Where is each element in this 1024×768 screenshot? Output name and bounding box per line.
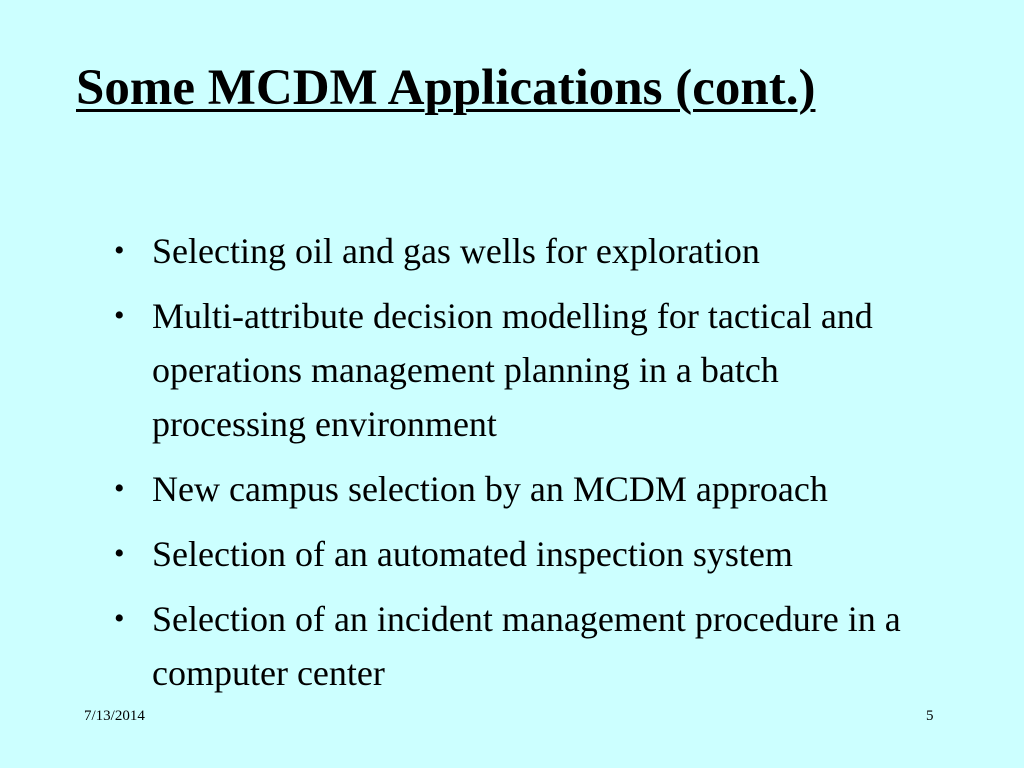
bullet-icon: • [114, 602, 125, 635]
bullet-item [110, 462, 922, 516]
bullet-icon: • [114, 234, 125, 267]
bullet-icon: • [114, 537, 125, 570]
bullet-item [110, 224, 1010, 278]
bullet-text: Selection of an automated inspection system [152, 534, 793, 574]
slide-title: Some MCDM Applications (cont.) [76, 60, 816, 116]
bullet-list [110, 224, 1010, 711]
bullet-item [110, 527, 1010, 581]
bullet-text: Selection of an incident management procedure in a computer center [152, 599, 901, 693]
bullet-text: Selecting oil and gas wells for exploration [152, 231, 760, 271]
footer-date: 7/13/2014 [84, 708, 145, 724]
page-number: 5 [926, 708, 934, 724]
bullet-item [110, 592, 922, 700]
bullet-text: Multi-attribute decision modelling for tactical and operations management planning in a batch processing environment [152, 296, 873, 444]
bullet-icon: • [114, 472, 125, 505]
bullet-icon: • [114, 299, 125, 332]
bullet-text: New campus selection by an MCDM approach [152, 469, 828, 509]
bullet-item [110, 289, 922, 451]
